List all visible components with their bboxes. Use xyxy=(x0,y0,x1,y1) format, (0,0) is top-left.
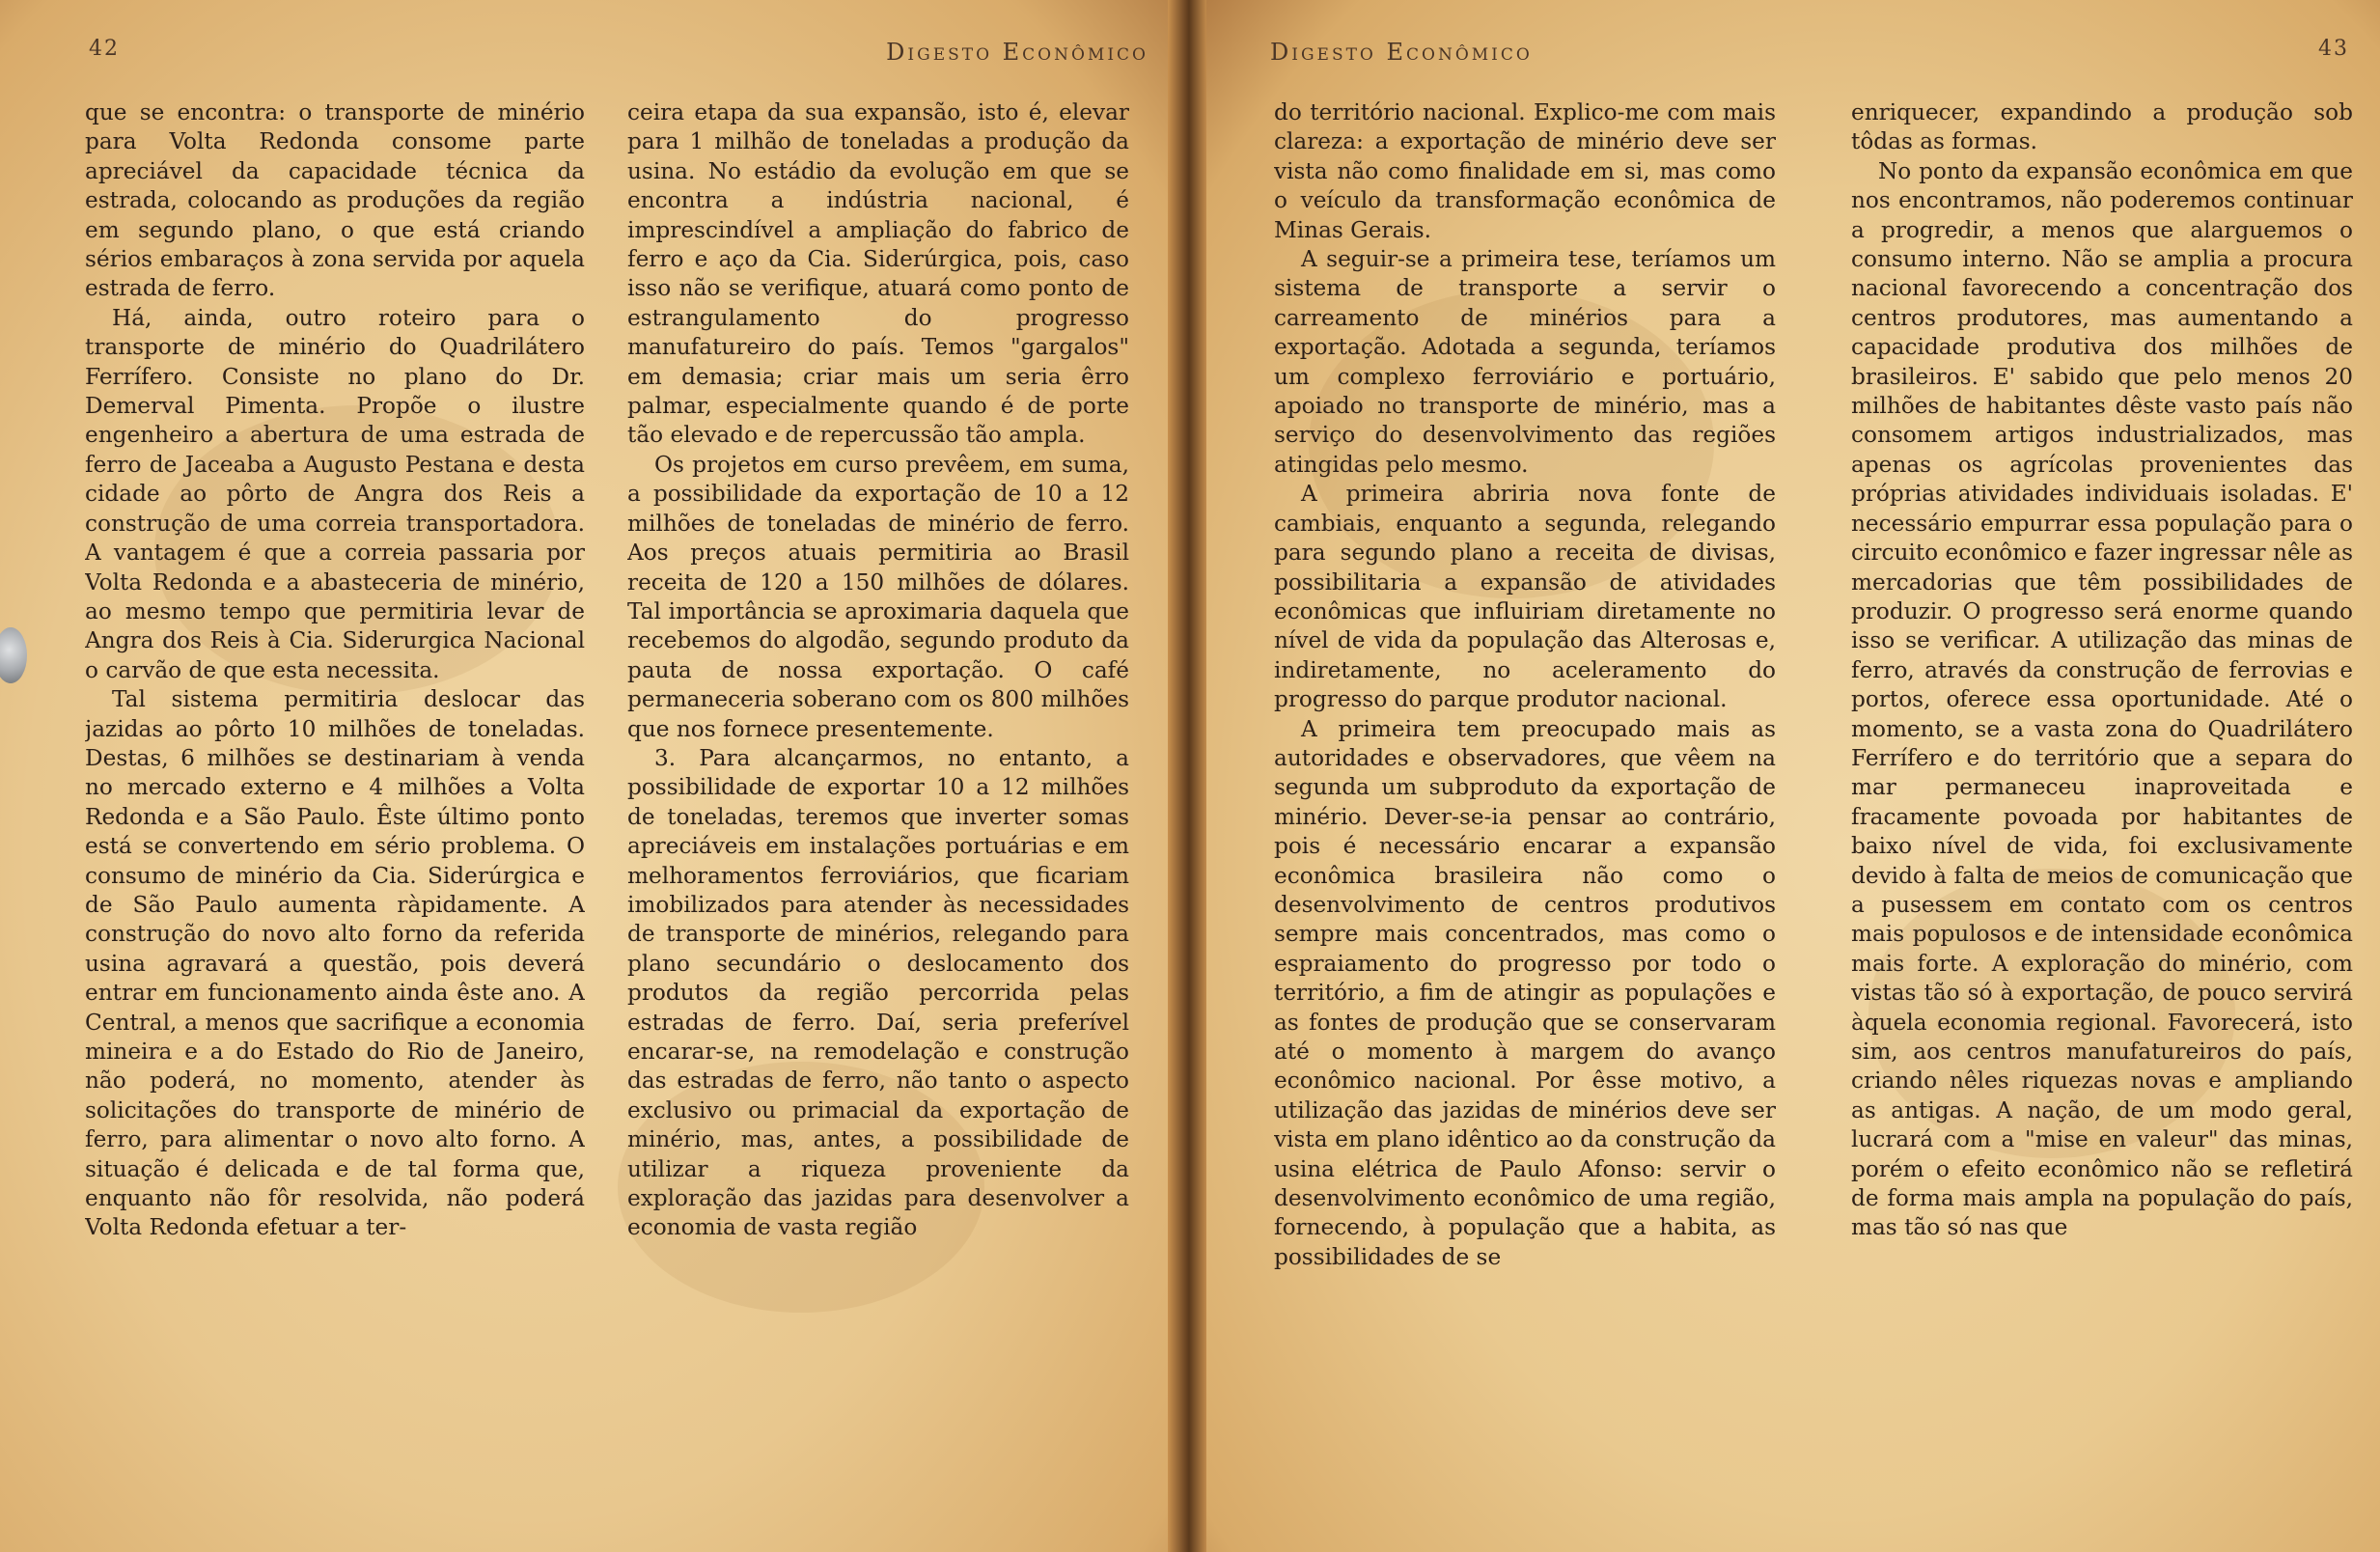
paragraph: A primeira tem preocupado mais as autoridades e observadores, que vêem na segunda um subproduto da exportação de minério. Dever-se-ia pensar ao contrário, pois é necessário encarar a expansão econômica brasileira não como o desenvolvimento de centros produtivos sempre mais concentrados, mas como o espraiamento do progresso por todo o território, a fim de atingir as populações e as fontes de produção que se conservaram até o momento à margem do avanço econômico nacional. Por êsse motivo, a utilização das jazidas de minérios deve ser vista em plano idêntico ao da construção da usina elétrica de Paulo Afonso: servir o desenvolvimento econômico de uma região, fornecendo, à população que a habita, as possibilidades de se xyxy=(1274,715,1776,1270)
paragraph: A seguir-se a primeira tese, teríamos um sistema de transporte a servir o carreamento de minérios para a exportação. Adotada a segunda, teríamos um complexo ferroviário e portuário, apoiado no transporte de minério, mas a serviço do desenvolvimento das regiões atingidas pelo mesmo. xyxy=(1274,246,1776,478)
running-title: Digesto Econômico xyxy=(1270,39,1533,66)
metal-clip xyxy=(0,627,27,683)
left-column-2 xyxy=(627,98,1129,1488)
page-number: 43 xyxy=(2318,37,2349,61)
paragraph: 3. Para alcançarmos, no entanto, a possibilidade de exportar 10 a 12 milhões de toneladas, teremos que inverter somas apreciáveis em instalações portuárias e em melhoramentos ferroviários, que ficariam imobilizados para atender às necessidades de transporte de minérios, relegando para plano secundário o deslocamento dos produtos da região percorrida pelas estradas de ferro. Daí, seria preferível encarar-se, na remodelação e construção das estradas de ferro, não tanto o aspecto exclusivo ou primacial da exportação de minério, mas, antes, a possibilidade de utilizar a riqueza proveniente da exploração das jazidas para desenvolver a economia de vasta região xyxy=(627,744,1129,1241)
left-page xyxy=(0,0,1177,1552)
paragraph: ceira etapa da sua expansão, isto é, elevar para 1 milhão de toneladas a produção da usina. No estádio da evolução em que se encontra a indústria nacional, é imprescindível a ampliação do fabrico de ferro e aço da Cia. Siderúrgica, pois, caso isso não se verifique, atuará como ponto de estrangulamento do progresso manufatureiro do país. Temos "gargalos" em demasia; criar mais um seria êrro palmar, especialmente quando é de porte tão elevado e de repercussão tão ampla. xyxy=(627,99,1129,449)
left-column-1 xyxy=(85,98,585,1488)
paragraph: que se encontra: o transporte de minério para Volta Redonda consome parte apreciável da capacidade técnica da estrada, colocando as produções da região em segundo plano, o que está criando sérios embaraços à zona servida por aquela estrada de ferro. xyxy=(85,99,585,302)
paragraph: Tal sistema permitiria deslocar das jazidas ao pôrto 10 milhões de toneladas. Destas, 6 milhões se destinariam à venda no mercado externo e 4 milhões a Volta Redonda e a São Paulo. Êste último ponto está se convertendo em sério problema. O consumo de minério da Cia. Siderúrgica e de São Paulo aumenta ràpidamente. A construção do novo alto forno da referida usina agravará a questão, pois deverá entrar em funcionamento ainda êste ano. A Central, a menos que sacrifique a economia mineira e a do Estado do Rio de Janeiro, não poderá, no momento, atender às solicitações do transporte de minério de ferro, para alimentar o novo alto forno. A situação é delicada e de tal forma que, enquanto não fôr resolvida, não poderá Volta Redonda efetuar a ter- xyxy=(85,686,585,1241)
right-column-1 xyxy=(1274,98,1776,1488)
paragraph: enriquecer, expandindo a produção sob tôdas as formas. xyxy=(1851,99,2353,155)
right-column-2 xyxy=(1851,98,2353,1488)
book-gutter xyxy=(1168,0,1206,1552)
paragraph: do território nacional. Explico-me com mais clareza: a exportação de minério deve ser vista não como finalidade em si, mas como o veículo da transformação econômica de Minas Gerais. xyxy=(1274,99,1776,243)
paragraph: Há, ainda, outro roteiro para o transporte de minério do Quadrilátero Ferrífero. Consiste no plano do Dr. Demerval Pimenta. Propõe o ilustre engenheiro a abertura de uma estrada de ferro de Jaceaba a Augusto Pestana e desta cidade ao pôrto de Angra dos Reis a construção de uma correia transportadora. A vantagem é que a correia passaria por Volta Redonda e a abasteceria de minério, ao mesmo tempo que permitiria levar de Angra dos Reis à Cia. Siderurgica Nacional o carvão de que esta necessita. xyxy=(85,304,585,683)
page-number: 42 xyxy=(89,37,120,61)
paragraph: Os projetos em curso prevêem, em suma, a possibilidade da exportação de 10 a 12 milhões de toneladas de minério de ferro. Aos preços atuais permitiria ao Brasil receita de 120 a 150 milhões de dólares. Tal importância se aproximaria daquela que recebemos do algodão, segundo produto da pauta de nossa exportação. O café permaneceria soberano com os 800 milhões que nos fornece presentemente. xyxy=(627,451,1129,742)
right-page xyxy=(1193,0,2380,1552)
left-running-head xyxy=(0,37,1177,75)
paragraph: A primeira abriria nova fonte de cambiais, enquanto a segunda, relegando para segundo plano a receita de divisas, possibilitaria a expansão de atividades econômicas que influiriam diretamente no nível de vida da população das Alterosas e, indiretamente, no aceleramento do progresso do parque produtor nacional. xyxy=(1274,481,1776,713)
paragraph: No ponto da expansão econômica em que nos encontramos, não poderemos continuar a progredir, a menos que alarguemos o consumo interno. Não se amplia a procura nacional favorecendo a concentração dos centros produtores, mas aumentando a capacidade produtiva dos milhões de brasileiros. E' sabido que pelo menos 20 milhões de habitantes dêste vasto país não consomem artigos industrializados, mas apenas os agrícolas provenientes das próprias atividades individuais isoladas. E' necessário empurrar essa população para o circuito econômico e fazer ingressar nêle as mercadorias que têm possibilidades de produzir. O progresso será enorme quando isso se verificar. A utilização das minas de ferro, através da construção de ferrovias e portos, oferece essa oportunidade. Até o momento, se a vasta zona do Quadrilátero Ferrífero e do território que a separa do mar permaneceu inaproveitada e fracamente povoada por habitantes de baixo nível de vida, foi exclusivamente devido à falta de meios de comunicação que a pusessem em contato com os centros mais populosos e de intensidade econômica mais forte. A exploração do minério, com vistas tão só à exportação, de pouco servirá àquela economia regional. Favorecerá, isto sim, aos centros manufatureiros do país, criando nêles riquezas novas e ampliando as antigas. A nação, de um modo geral, lucrará com a "mise en valeur" das minas, porém o efeito econômico não se refletirá de forma mais ampla na população do país, mas tão só nas que xyxy=(1851,157,2353,1241)
running-title: Digesto Econômico xyxy=(886,39,1148,66)
right-running-head xyxy=(1193,37,2380,75)
